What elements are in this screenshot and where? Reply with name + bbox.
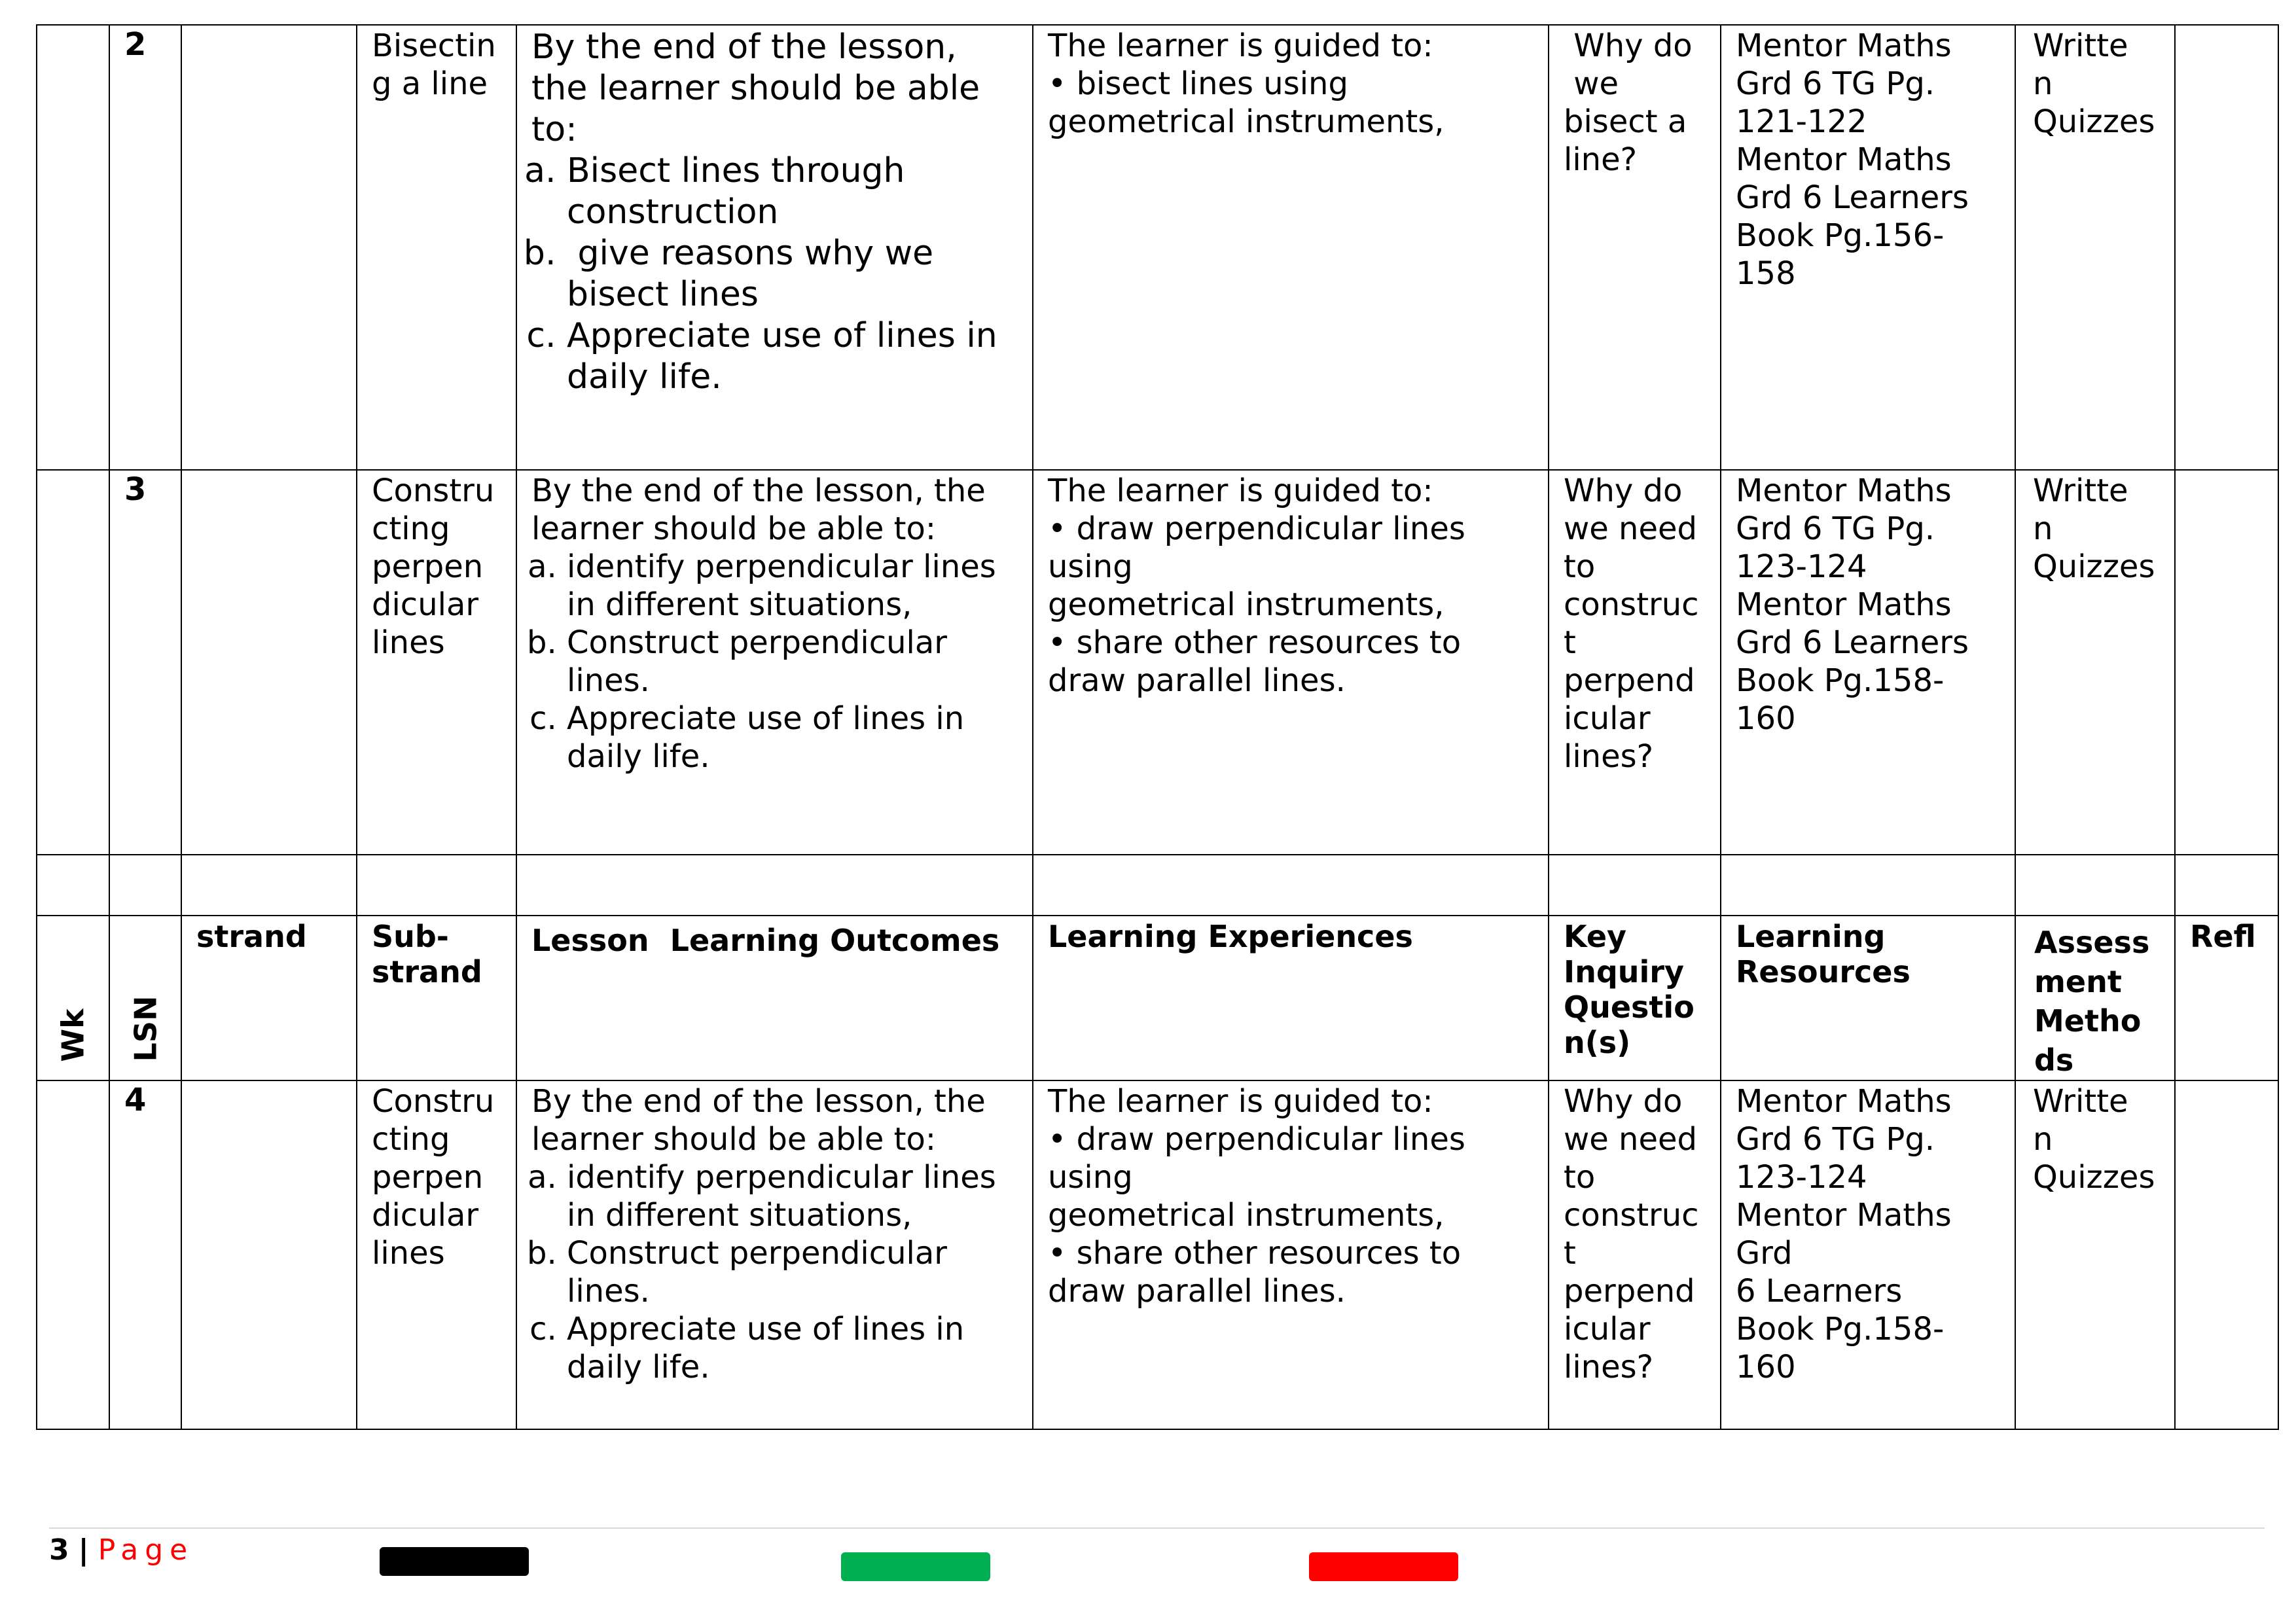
resources-cell [1721,25,2015,470]
inquiry-cell [1549,470,1721,855]
experience-item [1048,1234,1535,1310]
resources-text: Mentor Maths Grd 6 TG Pg. 121-122 Mentor Maths Grd 6 Learners Book Pg.156- 158 [1736,27,1969,292]
inquiry-text: Why do we bisect a line? [1564,27,1693,178]
empty-cell [516,855,1033,916]
green-bar [841,1552,990,1581]
resources-text: Mentor Maths Grd 6 TG Pg. 123-124 Mentor Maths Grd 6 Learners Book Pg.158- 160 [1736,473,1969,737]
lesson-number: 3 [124,471,147,508]
experiences-block [1033,1081,1548,1310]
outcomes-intro: By the end of the lesson, the learner should be able to: [531,27,980,149]
inquiry-cell [1549,1080,1721,1429]
experiences-intro: The learner is guided to: [1048,473,1433,509]
empty-cell [1721,855,2015,916]
experiences-block [1033,26,1548,141]
reflection-cell [2175,470,2278,855]
outcome-item: b. Construct perpendicular lines. [567,1234,1019,1310]
inquiry-text: Why do we need to construc t perpend icular lines? [1564,1083,1699,1385]
experiences-list [1048,510,1535,700]
wk-cell [37,25,109,470]
experiences-block [1033,471,1548,700]
substrand-cell [357,470,516,855]
header-experiences [1033,916,1549,1080]
outcomes-intro: By the end of the lesson, the learner should be able to: [531,1083,986,1158]
experience-text: share other resources to draw parallel lines. [1048,624,1462,699]
header-reflection [2175,916,2278,1080]
outcomes-block [517,1081,1032,1386]
experiences-intro: The learner is guided to: [1048,1083,1433,1120]
outcome-item: b. Construct perpendicular lines. [567,624,1019,700]
experiences-cell [1033,1080,1549,1429]
footer-separator: | [78,1533,89,1567]
wk-cell [37,1080,109,1429]
experiences-cell [1033,470,1549,855]
outcome-item: a. identify perpendicular lines in different situations, [567,548,1019,624]
outcome-item: b. give reasons why we bisect lines [567,233,1019,315]
page-word: Page [98,1533,194,1567]
lesson-number: 4 [124,1082,147,1118]
assessment-text: Writte n Quizzes [2033,473,2155,585]
outcome-item: a. Bisect lines through construction [567,151,1019,233]
table-row [37,25,2278,470]
experiences-list [1048,1120,1535,1310]
assessment-cell [2015,470,2175,855]
empty-cell [357,855,516,916]
outcome-item: c. Appreciate use of lines in daily life. [567,315,1019,398]
inquiry-cell [1549,25,1721,470]
experience-text: share other resources to draw parallel lines. [1048,1235,1462,1310]
header-inquiry [1549,916,1721,1080]
outcome-item: c. Appreciate use of lines in daily life. [567,700,1019,776]
outcome-item: a. identify perpendicular lines in different situations, [567,1158,1019,1234]
header-lsn [109,916,181,1080]
substrand-cell [357,1080,516,1429]
lesson-number: 2 [124,26,147,63]
header-reflection-text: Refl [2190,919,2256,954]
table-header-row [37,916,2278,1080]
assessment-cell [2015,1080,2175,1429]
table-row [37,1080,2278,1429]
resources-cell [1721,1080,2015,1429]
substrand-cell [357,25,516,470]
lsn-cell [109,1080,181,1429]
outcome-item: c. Appreciate use of lines in daily life. [567,1310,1019,1386]
outcomes-block [517,26,1032,398]
experiences-intro: The learner is guided to: [1048,27,1433,64]
resources-cell [1721,470,2015,855]
header-experiences-text: Learning Experiences [1048,919,1413,954]
outcomes-list [531,151,1019,398]
outcomes-cell [516,25,1033,470]
header-substrand [357,916,516,1080]
scheme-of-work-table [36,24,2279,1430]
experience-item [1048,510,1535,624]
assessment-text: Writte n Quizzes [2033,27,2155,140]
empty-cell [1033,855,1549,916]
substrand-text: Constru cting perpen dicular lines [372,1083,495,1272]
outcomes-cell [516,1080,1033,1429]
substrand-text: Bisectin g a line [372,27,496,102]
resources-text: Mentor Maths Grd 6 TG Pg. 123-124 Mentor Maths Grd 6 Learners Book Pg.158- 160 [1736,1083,1952,1385]
inquiry-text: Why do we need to construc t perpend icular lines? [1564,473,1699,775]
experience-item [1048,624,1535,700]
empty-cell [109,855,181,916]
assessment-cell [2015,25,2175,470]
header-outcomes [516,916,1033,1080]
footer-divider [49,1527,2265,1529]
header-assessment [2015,916,2175,1080]
assessment-text: Writte n Quizzes [2033,1083,2155,1196]
experience-text: draw perpendicular lines using geometrical instruments, [1048,1121,1465,1234]
header-inquiry-text: Key Inquiry Questio n(s) [1564,919,1695,1060]
header-substrand-text: Sub- strand [372,919,482,990]
empty-cell [1549,855,1721,916]
table-row-empty [37,855,2278,916]
empty-cell [181,855,357,916]
strand-cell [181,470,357,855]
header-resources-text: Learning Resources [1736,919,1910,990]
empty-cell [37,855,109,916]
reflection-cell [2175,1080,2278,1429]
wk-cell [37,470,109,855]
experiences-list [1048,65,1535,141]
empty-cell [2175,855,2278,916]
lsn-cell [109,470,181,855]
page-number: 3 [49,1533,69,1567]
black-bar [380,1547,529,1576]
lsn-cell [109,25,181,470]
page-footer [49,1533,194,1568]
header-strand [181,916,357,1080]
header-resources [1721,916,2015,1080]
red-bar [1309,1552,1458,1581]
experience-item [1048,1120,1535,1234]
table-row [37,470,2278,855]
empty-cell [2015,855,2175,916]
outcomes-cell [516,470,1033,855]
reflection-cell [2175,25,2278,470]
outcomes-intro: By the end of the lesson, the learner should be able to: [531,473,986,547]
outcomes-block [517,471,1032,776]
header-wk-text: Wk [55,1008,91,1062]
experiences-cell [1033,25,1549,470]
header-wk [37,916,109,1080]
header-assessment-text: Assess ment Metho ds [2034,925,2150,1078]
experience-text: bisect lines using geometrical instruments, [1048,65,1444,140]
header-strand-text: strand [196,919,307,954]
experience-item [1048,65,1535,141]
header-outcomes-text: Lesson Learning Outcomes [531,923,1000,958]
experience-text: draw perpendicular lines using geometrical instruments, [1048,510,1465,623]
outcomes-list [531,548,1019,776]
outcomes-list [517,1158,1019,1386]
strand-cell [181,1080,357,1429]
header-lsn-text: LSN [127,995,163,1062]
strand-cell [181,25,357,470]
substrand-text: Constru cting perpen dicular lines [372,473,495,661]
